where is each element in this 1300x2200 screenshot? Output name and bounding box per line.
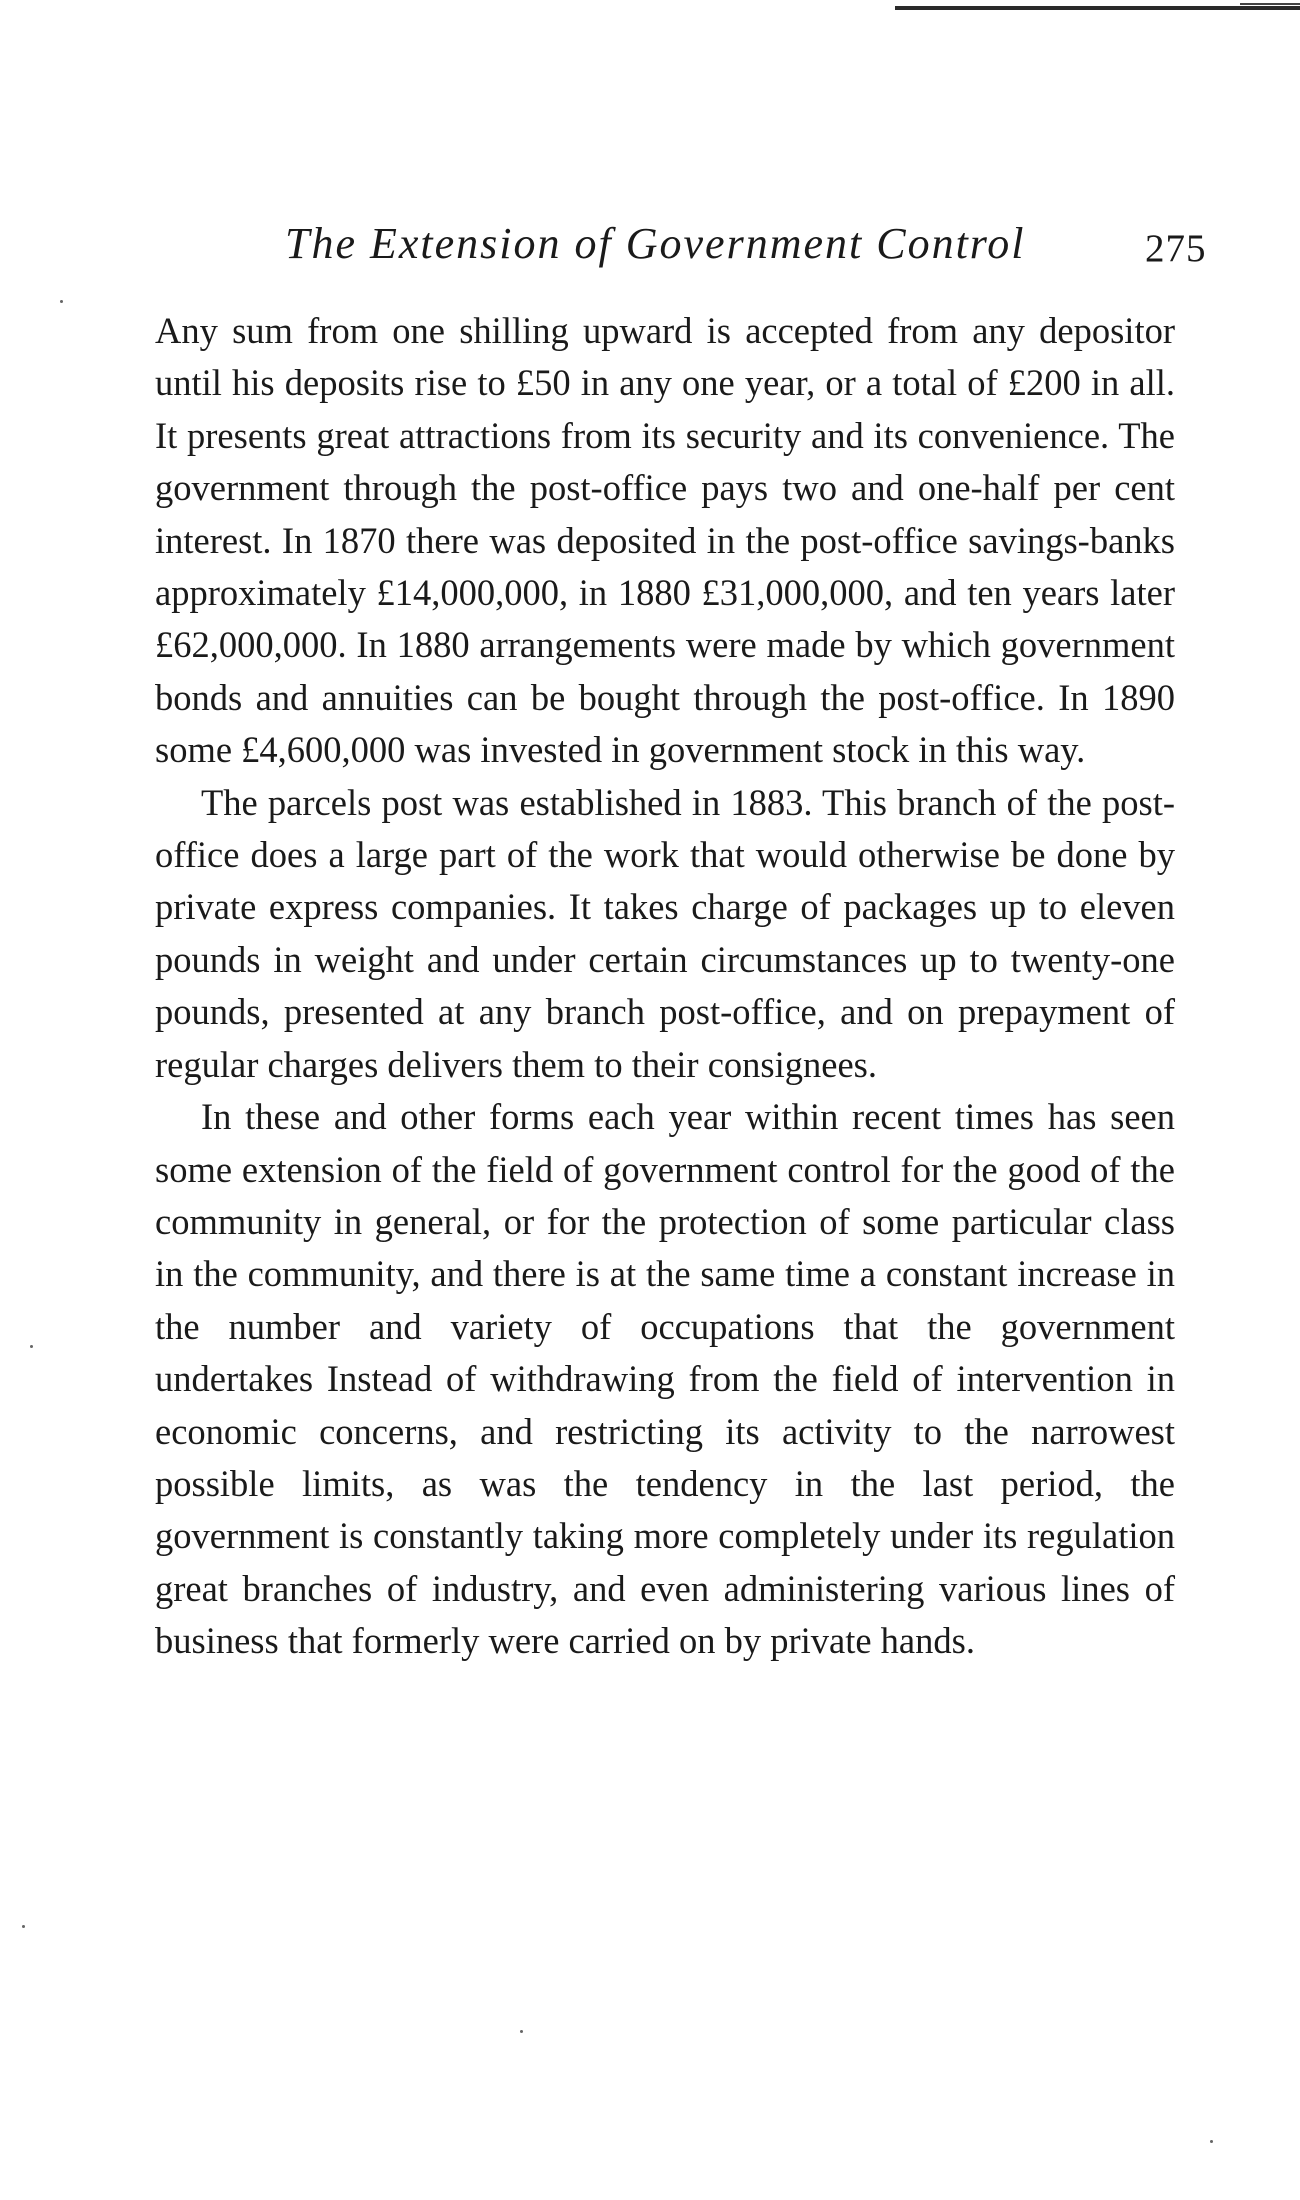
- paper-speck: [520, 2030, 523, 2033]
- top-edge-rule: [895, 6, 1300, 10]
- paper-speck: [22, 1925, 25, 1928]
- paragraph-savings-bank: Any sum from one shilling upward is accepted from any depositor until his deposits rise to £50 in any one year, or a total of £200 in all. It presents great attractions from its security and its convenience. The government through the post-office pays two and one-half per cent interest. In 1870 there was deposited in the post-office savings-banks approximately £14,000,000, in 1880 £31,000,000, and ten years later £62,000,000. In 1880 arrangements were made by which government bonds and annuities can be bought through the post-office. In 1890 some £4,600,000 was invested in government stock in this way.: [155, 310, 1175, 771]
- paper-speck: [1210, 2140, 1213, 2143]
- top-edge-rule-thin: [1240, 3, 1300, 5]
- page-number: 275: [1145, 227, 1207, 270]
- body-text: [155, 305, 1175, 1668]
- paragraph-government-control: In these and other forms each year within recent times has seen some extension of the field of government control for the good of the community in general, or for the protection of some particular class in the community, and there is at the same time a constant increase in the number and variety of occupations that the government undertakes Instead of withdrawing from the field of intervention in economic concerns, and restricting its activity to the narrowest possible limits, as was the tendency in the last period, the government is constantly taking more completely under its regulation great branches of industry, and even administering various lines of business that formerly were carried on by private hands.: [155, 1096, 1175, 1662]
- page-header: [285, 218, 1207, 278]
- paragraph-parcels-post: The parcels post was established in 1883. This branch of the post-office does a large part of the work that would otherwise be done by private express companies. It takes charge of packages up to eleven pounds in weight and under certain circumstances up to twenty-one pounds, presented at any branch post-office, and on prepayment of regular charges delivers them to their consignees.: [155, 781, 1175, 1085]
- paper-speck: [60, 300, 63, 303]
- paper-speck: [30, 1345, 33, 1348]
- running-title: The Extension of Government Control: [285, 219, 1026, 268]
